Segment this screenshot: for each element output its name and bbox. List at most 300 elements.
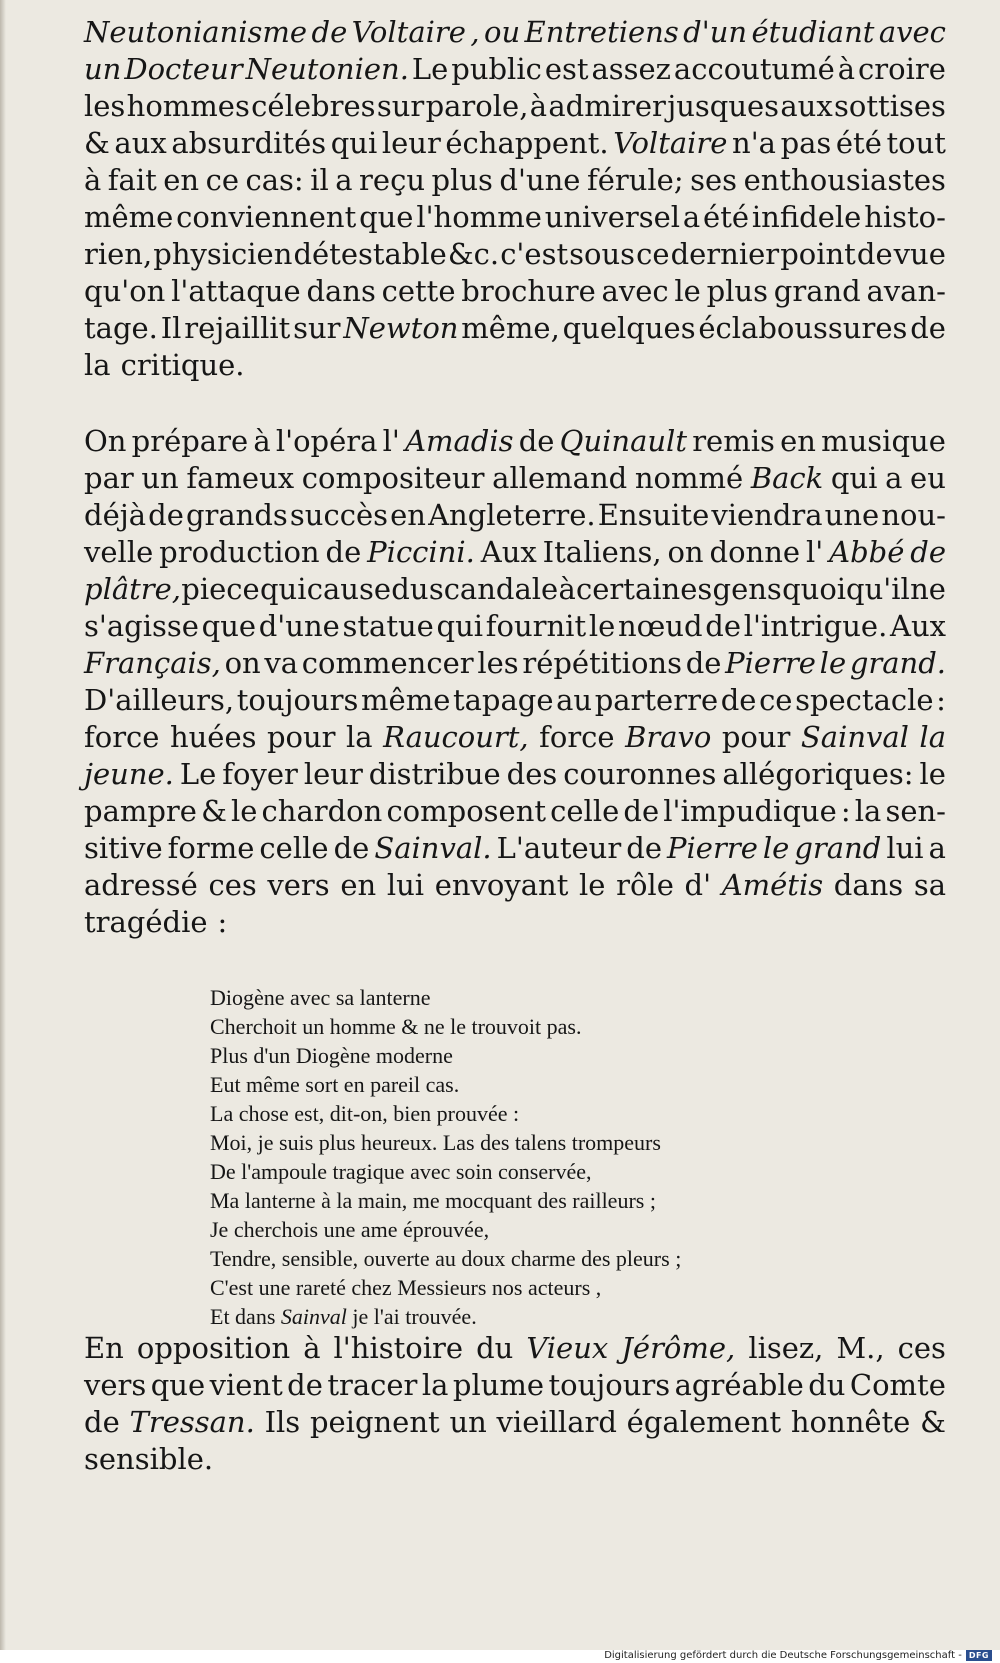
word: En bbox=[84, 1331, 124, 1365]
word: de bbox=[311, 15, 348, 49]
word: de bbox=[626, 831, 662, 865]
word: production bbox=[159, 535, 320, 569]
word: & bbox=[84, 126, 110, 160]
word: ses bbox=[690, 163, 738, 197]
word: distribue bbox=[368, 757, 501, 791]
word: dernier bbox=[670, 237, 780, 271]
word: tragédie bbox=[84, 905, 208, 939]
word: le bbox=[674, 274, 701, 308]
word: de bbox=[720, 683, 757, 717]
word: à bbox=[253, 424, 271, 458]
text-line bbox=[84, 608, 946, 645]
text-line bbox=[84, 310, 946, 347]
word: toujours bbox=[236, 683, 359, 717]
footer-credit: Digitalisierung gefördert durch die Deutsche Forschungsgemeinschaft - bbox=[604, 1650, 962, 1661]
verse-text: C'est une rareté chez Messieurs nos acteurs , bbox=[210, 1275, 602, 1300]
text-line bbox=[84, 125, 946, 162]
word: du bbox=[476, 1331, 514, 1365]
verse-text: Cherchoit un homme & ne le trouvoit pas. bbox=[210, 1014, 582, 1039]
word: nou- bbox=[881, 498, 946, 532]
text-line bbox=[84, 719, 946, 756]
text-line bbox=[84, 497, 946, 534]
word: jusques bbox=[667, 89, 780, 123]
word: qui bbox=[259, 572, 307, 606]
word: dans bbox=[833, 868, 904, 902]
dfg-logo-icon: DFG bbox=[966, 1650, 992, 1661]
word: allégoriques: bbox=[722, 757, 914, 791]
word: répétitions bbox=[522, 646, 682, 680]
word: sen- bbox=[885, 794, 946, 828]
word: rejaillit bbox=[184, 311, 291, 345]
word: quelques bbox=[562, 311, 696, 345]
verse-line bbox=[210, 1099, 681, 1128]
text-line bbox=[84, 88, 946, 125]
page-edge-shadow bbox=[0, 0, 6, 1650]
word: donne bbox=[709, 535, 801, 569]
word: On bbox=[84, 424, 127, 458]
word: parterre bbox=[594, 683, 719, 717]
word: Sainval bbox=[800, 720, 909, 754]
verse-line bbox=[210, 1128, 681, 1157]
word: été bbox=[835, 126, 882, 160]
word: allemand bbox=[492, 461, 628, 495]
word: : bbox=[840, 794, 851, 828]
word: viendra bbox=[711, 498, 823, 532]
word: sur bbox=[376, 89, 425, 123]
text-line bbox=[84, 51, 946, 88]
word: en bbox=[163, 163, 200, 197]
word: Quinault bbox=[559, 424, 687, 458]
word: des bbox=[506, 757, 558, 791]
word: compositeur bbox=[301, 461, 485, 495]
word: avec bbox=[878, 15, 946, 49]
word: avec bbox=[601, 274, 669, 308]
text-line bbox=[84, 423, 946, 460]
word: vue bbox=[893, 237, 946, 271]
verse-line bbox=[210, 1273, 681, 1302]
word: plume bbox=[452, 1368, 545, 1402]
word: fait bbox=[107, 163, 157, 197]
text-line bbox=[84, 14, 946, 51]
word: sur bbox=[293, 311, 341, 345]
word: les bbox=[84, 89, 126, 123]
word: M., bbox=[836, 1331, 885, 1365]
word: Piccini. bbox=[367, 535, 475, 569]
word: un bbox=[84, 52, 122, 86]
word: ce bbox=[759, 683, 793, 717]
word: pas bbox=[780, 126, 832, 160]
word: le bbox=[579, 868, 606, 902]
word: de bbox=[84, 1405, 120, 1439]
word: l'intrigue. bbox=[743, 609, 888, 643]
word: Docteur bbox=[124, 52, 243, 86]
word: étudiant bbox=[751, 15, 875, 49]
word: échappent. bbox=[445, 126, 609, 160]
text-line bbox=[84, 571, 946, 608]
word: l' bbox=[805, 535, 824, 569]
word: le bbox=[231, 794, 258, 828]
word: ce bbox=[205, 163, 239, 197]
word: Neutonianisme bbox=[84, 15, 308, 49]
word: & bbox=[201, 794, 227, 828]
word: de bbox=[685, 646, 722, 680]
word: sa bbox=[913, 868, 946, 902]
word: critique. bbox=[120, 348, 245, 382]
word: l'opéra bbox=[275, 424, 378, 458]
word: foyer bbox=[222, 757, 298, 791]
verse-text: Je cherchois une ame éprouvée, bbox=[210, 1217, 490, 1242]
word: public bbox=[451, 52, 542, 86]
word: le bbox=[588, 609, 616, 643]
word: huées bbox=[169, 720, 257, 754]
word: succès bbox=[289, 498, 389, 532]
word: celle bbox=[550, 794, 620, 828]
verse-line bbox=[210, 1157, 681, 1186]
word: Pierre bbox=[725, 646, 816, 680]
verse-text: Eut même sort en pareil cas. bbox=[210, 1072, 460, 1097]
word: Newton bbox=[343, 311, 459, 345]
word: quoiqu'il bbox=[782, 572, 910, 606]
word: du bbox=[391, 572, 429, 606]
word: au bbox=[556, 683, 593, 717]
word: en bbox=[340, 868, 377, 902]
word: scandale bbox=[428, 572, 559, 606]
word: nœud bbox=[617, 609, 703, 643]
word: a bbox=[885, 461, 903, 495]
verse-line bbox=[210, 1070, 681, 1099]
word: la bbox=[346, 720, 373, 754]
word: reçu bbox=[359, 163, 425, 197]
word: absurdités bbox=[171, 126, 327, 160]
text-line bbox=[84, 904, 946, 941]
word: il bbox=[310, 163, 329, 197]
word: composent bbox=[386, 794, 547, 828]
word: tout bbox=[886, 126, 946, 160]
word: sottises bbox=[834, 89, 946, 123]
word: Amétis bbox=[721, 868, 824, 902]
word: opposition bbox=[136, 1331, 291, 1365]
word: ces bbox=[208, 868, 257, 902]
word: à bbox=[558, 572, 576, 606]
word: Neutonien. bbox=[245, 52, 409, 86]
word: aux bbox=[780, 89, 833, 123]
word: forme bbox=[167, 831, 255, 865]
word: ou bbox=[483, 15, 521, 49]
word: que bbox=[359, 200, 414, 234]
word: va bbox=[264, 646, 299, 680]
verse-text: Ma lanterne à la main, me mocquant des railleurs ; bbox=[210, 1188, 656, 1213]
word: que bbox=[150, 1368, 206, 1402]
word: force bbox=[84, 720, 160, 754]
word: Il bbox=[160, 311, 182, 345]
word: d'un bbox=[683, 15, 748, 49]
text-line bbox=[84, 1441, 946, 1478]
word: d'une bbox=[258, 609, 340, 643]
verse-line bbox=[210, 983, 681, 1012]
word: sensible. bbox=[84, 1442, 214, 1476]
word: eu bbox=[910, 461, 946, 495]
word: universel bbox=[544, 200, 681, 234]
word: Angleterre. bbox=[428, 498, 596, 532]
word: plâtre, bbox=[84, 572, 182, 606]
word: force bbox=[539, 720, 615, 754]
word: l'impudique bbox=[663, 794, 837, 828]
word: a bbox=[928, 831, 946, 865]
word: de bbox=[333, 831, 370, 865]
text-line bbox=[84, 682, 946, 719]
word: d' bbox=[684, 868, 712, 902]
word: Aux bbox=[890, 609, 946, 643]
word: accoutumé bbox=[673, 52, 835, 86]
word: pampre bbox=[84, 794, 197, 828]
word: Comte bbox=[849, 1368, 946, 1402]
word: de bbox=[705, 609, 741, 643]
word: de bbox=[910, 311, 946, 345]
word: été bbox=[703, 200, 750, 234]
verse-text: La chose est, dit-on, bien prouvée : bbox=[210, 1101, 520, 1126]
word: lui bbox=[386, 868, 425, 902]
word: Bravo bbox=[625, 720, 712, 754]
word: Abbé bbox=[829, 535, 905, 569]
verse-line bbox=[210, 1302, 681, 1331]
word: le bbox=[819, 646, 847, 680]
word: éclaboussures bbox=[698, 311, 908, 345]
word: lisez, bbox=[748, 1331, 824, 1365]
word: piece bbox=[181, 572, 260, 606]
word: Italiens, bbox=[542, 535, 662, 569]
word: l'histoire bbox=[333, 1331, 464, 1365]
word: musique bbox=[821, 424, 946, 458]
word: la bbox=[854, 794, 882, 828]
digitization-footer bbox=[604, 1648, 992, 1663]
word: a bbox=[335, 163, 353, 197]
word: n'a bbox=[732, 126, 776, 160]
word: ces bbox=[897, 1331, 946, 1365]
word: vient bbox=[209, 1368, 283, 1402]
word: Pierre bbox=[667, 831, 758, 865]
word: en bbox=[780, 424, 816, 458]
word: point bbox=[780, 237, 856, 271]
word: qui bbox=[436, 609, 484, 643]
word: Amadis bbox=[405, 424, 514, 458]
word: cas: bbox=[245, 163, 304, 197]
word: peignent bbox=[309, 1405, 440, 1439]
word: D'ailleurs, bbox=[84, 683, 235, 717]
word: même bbox=[361, 683, 451, 717]
word: tage. bbox=[84, 311, 158, 345]
word: Le bbox=[179, 757, 217, 791]
verse-line bbox=[210, 1186, 681, 1215]
text-line bbox=[84, 236, 946, 273]
word: Aux bbox=[480, 535, 537, 569]
word: d'une bbox=[499, 163, 581, 197]
word: cette bbox=[381, 274, 456, 308]
word: ce bbox=[636, 237, 670, 271]
word: à bbox=[837, 52, 856, 86]
word: sitive bbox=[84, 831, 163, 865]
word: envoyant bbox=[434, 868, 569, 902]
word: a bbox=[682, 200, 701, 234]
word: c'est bbox=[500, 237, 569, 271]
text-line bbox=[84, 830, 946, 867]
word: de bbox=[148, 498, 184, 532]
word: couronnes bbox=[563, 757, 717, 791]
word: remis bbox=[692, 424, 775, 458]
word: Sainval. bbox=[374, 831, 492, 865]
text-line bbox=[84, 756, 946, 793]
word: adressé bbox=[84, 868, 198, 902]
word: commencer bbox=[301, 646, 474, 680]
word: la bbox=[84, 348, 111, 382]
word: gens bbox=[712, 572, 782, 606]
word: croire bbox=[858, 52, 946, 86]
word: tapage bbox=[452, 683, 554, 717]
text-line bbox=[84, 273, 946, 310]
word: du bbox=[808, 1368, 846, 1402]
word: même, bbox=[461, 311, 560, 345]
word: par bbox=[84, 461, 134, 495]
word: leur bbox=[381, 126, 441, 160]
word: le bbox=[762, 831, 790, 865]
word: Vieux bbox=[526, 1331, 609, 1365]
paragraph-neutonianisme bbox=[84, 14, 946, 384]
word: Français, bbox=[84, 646, 221, 680]
word: de bbox=[623, 794, 660, 828]
verse-text: Et dans bbox=[210, 1304, 276, 1329]
word: aux bbox=[114, 126, 167, 160]
verse-text: Diogène avec sa lanterne bbox=[210, 985, 431, 1010]
word: L'auteur bbox=[496, 831, 622, 865]
word: conviennent bbox=[176, 200, 357, 234]
text-line bbox=[84, 1330, 946, 1367]
word: vieillard bbox=[496, 1405, 617, 1439]
word: de bbox=[325, 535, 362, 569]
word: rôle bbox=[616, 868, 674, 902]
word: vers bbox=[267, 868, 330, 902]
word: à bbox=[303, 1331, 321, 1365]
verse-line bbox=[210, 1012, 681, 1041]
word: toujours bbox=[548, 1368, 671, 1402]
word: déjà bbox=[84, 498, 147, 532]
verse-text: Tendre, sensible, ouverte au doux charme des pleurs ; bbox=[210, 1246, 682, 1271]
verse-line bbox=[210, 1244, 681, 1273]
word: détestable bbox=[293, 237, 447, 271]
word: même bbox=[84, 200, 174, 234]
verse-line bbox=[210, 1041, 681, 1070]
word: célebres bbox=[251, 89, 376, 123]
word: enthousiastes bbox=[743, 163, 946, 197]
word: leur bbox=[303, 757, 363, 791]
word: rien, bbox=[84, 237, 153, 271]
word: Entretiens bbox=[524, 15, 679, 49]
word: qui bbox=[830, 461, 878, 495]
word: Voltaire bbox=[613, 126, 728, 160]
word: jeune. bbox=[84, 757, 174, 791]
word: honnête bbox=[790, 1405, 911, 1439]
word: Jérôme, bbox=[621, 1331, 736, 1365]
text-line bbox=[84, 199, 946, 236]
word: une bbox=[824, 498, 880, 532]
word: pour bbox=[721, 720, 791, 754]
word: assez bbox=[591, 52, 671, 86]
word: fameux bbox=[186, 461, 295, 495]
word: un bbox=[141, 461, 179, 495]
word: brochure bbox=[461, 274, 596, 308]
word: s'agisse bbox=[84, 609, 199, 643]
word: de bbox=[856, 237, 893, 271]
word: &c. bbox=[447, 237, 500, 271]
word: Ensuite bbox=[597, 498, 710, 532]
word: à bbox=[529, 89, 548, 123]
word: l'attaque bbox=[171, 274, 301, 308]
word: Voltaire bbox=[351, 15, 466, 49]
word: Le bbox=[411, 52, 449, 86]
italic-text: Sainval bbox=[275, 1304, 347, 1329]
paragraph-vieux-jerome bbox=[84, 1330, 946, 1478]
text-line bbox=[84, 1404, 946, 1441]
word: également bbox=[626, 1405, 782, 1439]
word: plus bbox=[706, 274, 768, 308]
word: celle bbox=[259, 831, 329, 865]
word: & bbox=[920, 1405, 946, 1439]
word: qu'on bbox=[84, 274, 166, 308]
text-line bbox=[84, 534, 946, 571]
word: dans bbox=[306, 274, 376, 308]
word: les bbox=[477, 646, 519, 680]
word: statue bbox=[342, 609, 434, 643]
word: parole, bbox=[425, 89, 529, 123]
word: nommé bbox=[634, 461, 744, 495]
verse-text: De l'ampoule tragique avec soin conservée, bbox=[210, 1159, 592, 1184]
verse-text: Plus d'un Diogène moderne bbox=[210, 1043, 453, 1068]
word: férule; bbox=[586, 163, 684, 197]
text-line bbox=[84, 793, 946, 830]
verse-text: je l'ai trouvée. bbox=[346, 1304, 477, 1329]
word: on bbox=[224, 646, 261, 680]
word: agréable bbox=[674, 1368, 804, 1402]
word: physicien bbox=[153, 237, 293, 271]
word: que bbox=[201, 609, 257, 643]
verse-line bbox=[210, 1215, 681, 1244]
word: plus bbox=[431, 163, 493, 197]
text-line bbox=[84, 645, 946, 682]
word: : bbox=[217, 905, 228, 939]
verse-text: Moi, je suis plus heureux. Las des talens trompeurs bbox=[210, 1130, 661, 1155]
word: en bbox=[390, 498, 426, 532]
word: de bbox=[910, 535, 946, 569]
word: Tressan. bbox=[129, 1405, 255, 1439]
word: chardon bbox=[261, 794, 383, 828]
word: infidele bbox=[751, 200, 862, 234]
word: ne bbox=[910, 572, 946, 606]
word: spectacle bbox=[795, 683, 934, 717]
word: Back bbox=[750, 461, 824, 495]
text-line bbox=[84, 347, 946, 384]
text-line bbox=[84, 867, 946, 904]
word: histo- bbox=[864, 200, 946, 234]
word: admirer bbox=[548, 89, 666, 123]
word: velle bbox=[84, 535, 154, 569]
word: la bbox=[919, 720, 946, 754]
word: le bbox=[919, 757, 946, 791]
word: un bbox=[449, 1405, 487, 1439]
word: à bbox=[84, 163, 102, 197]
word: grand bbox=[794, 831, 882, 865]
word: vers bbox=[84, 1368, 147, 1402]
word: de bbox=[287, 1368, 323, 1402]
word: la bbox=[421, 1368, 449, 1402]
word: de bbox=[518, 424, 555, 458]
